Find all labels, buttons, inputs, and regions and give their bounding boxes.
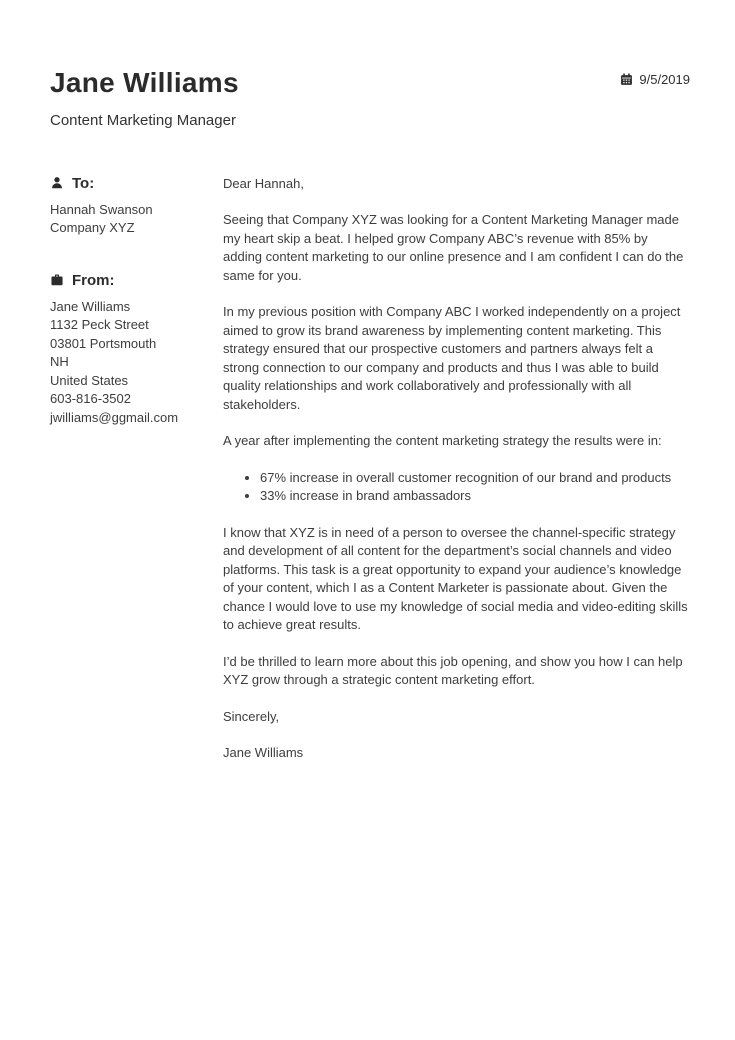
recipient-block xyxy=(50,201,205,238)
sender-phone: 603-816-3502 xyxy=(50,391,131,407)
sender-city: 03801 Portsmouth xyxy=(50,335,157,351)
paragraph-fit: I know that XYZ is in need of a person to oversee the channel-specific strategy and development of all content for the department’s social channels and video platforms. This task is a great opportunity to expand your audience’s knowledge of your content, which I as a Content Marketer is passionate about. Given the chance I would love to use my knowledge of social media and video-editing skills to achieve great results. xyxy=(223,524,688,633)
sender-street: 1132 Peck Street xyxy=(50,317,149,333)
date-text: 9/5/2019 xyxy=(639,72,690,87)
list-item: • 67% increase in overall customer recognition of our brand and products xyxy=(260,469,690,488)
briefcase-icon xyxy=(50,273,64,287)
contact-sidebar xyxy=(50,175,223,781)
salutation: Dear Hannah, xyxy=(223,175,304,191)
letter-body xyxy=(223,175,690,781)
paragraph-experience: In my previous position with Company ABC I worked independently on a project aimed to grow its brand awareness by implementing content marketing. This strategy ensured that our prospective customers and partners always felt a strong connection to our company and products and thus I was able to build quality relationships and work collaboratively and professionally with all stakeholders. xyxy=(223,304,681,412)
from-label: From: xyxy=(72,271,115,289)
sender-block xyxy=(50,298,205,428)
recipient-company: Company XYZ xyxy=(50,220,135,236)
content-columns xyxy=(50,175,690,781)
results-list xyxy=(223,469,690,506)
sender-country: United States xyxy=(50,372,129,388)
sender-state: NH xyxy=(50,354,69,370)
list-item: • 33% increase in brand ambassadors xyxy=(260,487,690,506)
signature: Jane Williams xyxy=(223,745,304,761)
closing: Sincerely, xyxy=(223,708,280,724)
date-badge xyxy=(620,72,690,87)
header-identity xyxy=(50,68,239,129)
header xyxy=(50,68,690,129)
from-section xyxy=(50,272,205,428)
person-icon xyxy=(50,176,64,190)
paragraph-results-lead: A year after implementing the content marketing strategy the results were in: xyxy=(223,433,662,449)
from-section-header xyxy=(50,272,205,289)
paragraph-call-to-action: I’d be thrilled to learn more about this job opening, and show you how I can help XYZ grow through a strategic content marketing effort. xyxy=(223,653,683,688)
paragraph-intro: Seeing that Company XYZ was looking for a Content Marketing Manager made my heart skip a beat. I helped grow Company ABC’s revenue with 85% by adding content marketing to our online presence and I am confident I can do the same for you. xyxy=(223,212,684,283)
to-section-header xyxy=(50,175,205,192)
sender-name: Jane Williams xyxy=(50,298,131,314)
recipient-name: Hannah Swanson xyxy=(50,201,153,217)
calendar-icon xyxy=(620,73,633,86)
sender-email: jwilliams@ggmail.com xyxy=(50,409,179,425)
page-title: Jane Williams xyxy=(50,67,239,98)
to-label: To: xyxy=(72,174,95,192)
job-title: Content Marketing Manager xyxy=(50,111,236,129)
